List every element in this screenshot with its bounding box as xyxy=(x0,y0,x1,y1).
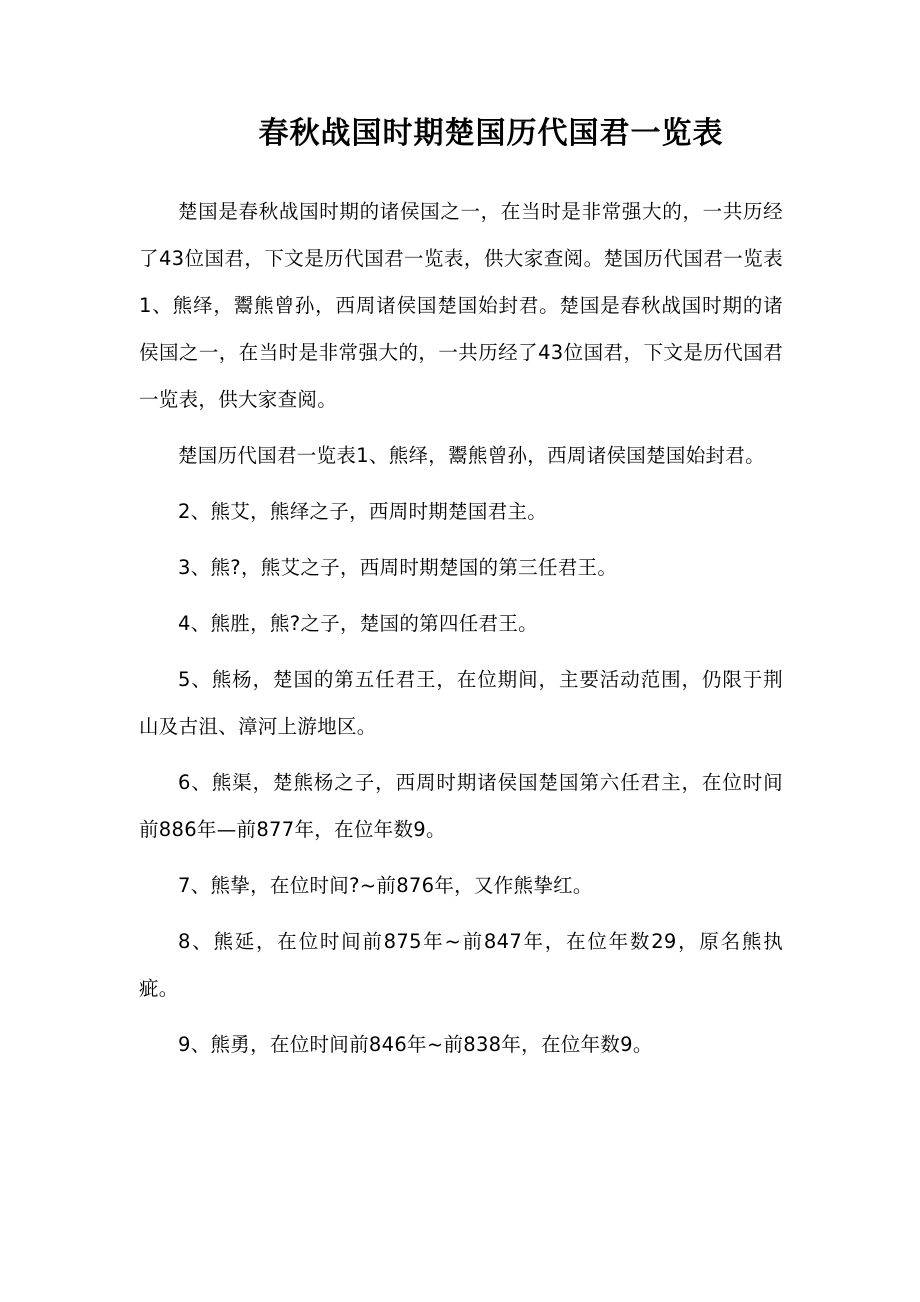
paragraph-ruler-4: 4、熊胜，熊?之子，楚国的第四任君王。 xyxy=(178,612,538,635)
paragraph-ruler-8: 8、熊延，在位时间前875年~前847年，在位年数29，原名熊执疵。 xyxy=(139,930,783,1000)
paragraph-ruler-2: 2、熊艾，熊绎之子，西周时期楚国君主。 xyxy=(178,500,548,523)
paragraph-ruler-7: 7、熊挚，在位时间?~前876年，又作熊挚红。 xyxy=(178,874,593,897)
paragraph-ruler-3: 3、熊?，熊艾之子，西周时期楚国的第三任君王。 xyxy=(178,556,618,579)
paragraph-ruler-6: 6、熊渠，楚熊杨之子，西周时期诸侯国楚国第六任君主，在位时间前886年—前877年，在位年数9。 xyxy=(139,771,783,841)
document-body xyxy=(139,188,783,1077)
paragraph-intro: 楚国是春秋战国时期的诸侯国之一，在当时是非常强大的，一共历经了43位国君，下文是历代国君一览表，供大家查阅。楚国历代国君一览表1、熊绎，鬻熊曾孙，西周诸侯国楚国始封君。楚国是春秋战国时期的诸侯国之一，在当时是非常强大的，一共历经了43位国君，下文是历代国君一览表，供大家查阅。 xyxy=(139,200,783,411)
document-title: 春秋战国时期楚国历代国君一览表 xyxy=(258,116,724,151)
paragraph-ruler-1: 楚国历代国君一览表1、熊绎，鬻熊曾孙，西周诸侯国楚国始封君。 xyxy=(178,444,765,467)
paragraph-ruler-5: 5、熊杨，楚国的第五任君王，在位期间，主要活动范围，仍限于荆山及古沮、漳河上游地区。 xyxy=(139,668,783,738)
paragraph-ruler-9: 9、熊勇，在位时间前846年~前838年，在位年数9。 xyxy=(178,1033,653,1056)
